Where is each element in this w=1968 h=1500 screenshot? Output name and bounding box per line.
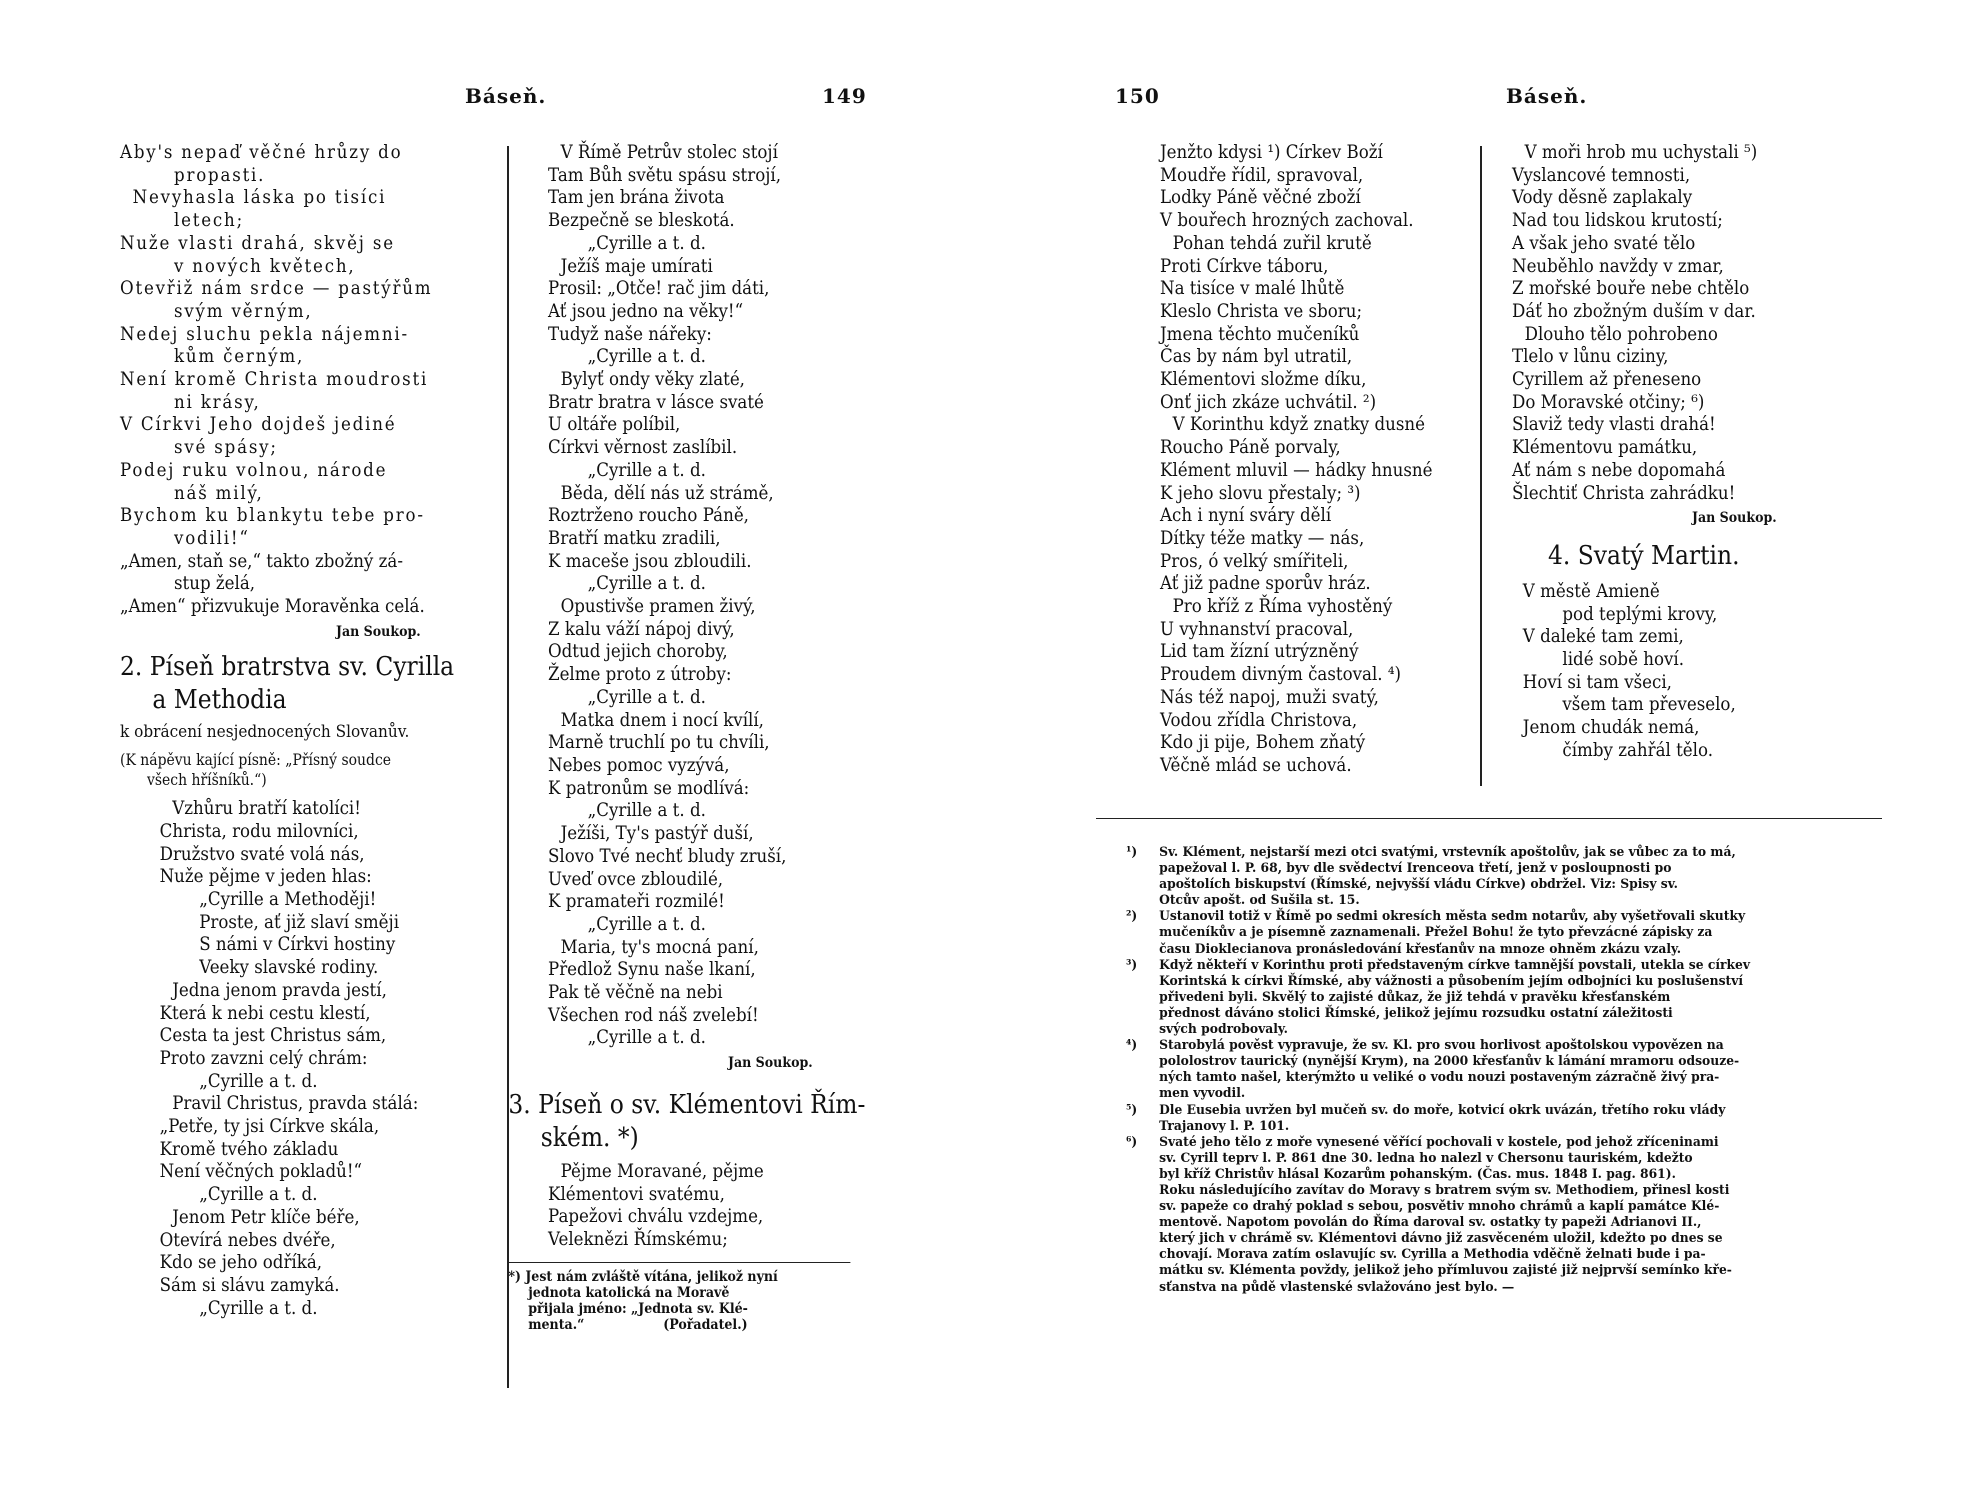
verse-line: Veeky slavské rodiny. xyxy=(199,957,379,979)
signature: Jan Soukop. xyxy=(336,623,421,640)
verse-line: Čas by nám byl utratil, xyxy=(1160,346,1353,368)
footnote-number: ⁶) xyxy=(1126,1133,1138,1150)
verse-line: své spásy; xyxy=(174,437,278,459)
poem3-continuation xyxy=(1512,142,1818,505)
verse-line: Onť jich zkáze uchvátil. ²) xyxy=(1160,391,1377,413)
footnote-line: *) Jest nám zvláště vítána, jelikož nyní xyxy=(508,1268,778,1285)
left-column-1 xyxy=(120,142,498,1320)
verse-line: „Cyrille a t. d. xyxy=(587,1027,706,1049)
right-page-number: 150 xyxy=(1115,84,1160,108)
verse-line: Kdo ji pije, Bohem zňatý xyxy=(1160,732,1366,754)
verse-line: K patronům se modlívá: xyxy=(548,777,750,799)
verse-line: „Cyrille a Methoději! xyxy=(199,888,377,910)
footnote-item xyxy=(1126,1134,1844,1295)
footnote-rule xyxy=(508,1262,850,1263)
verse-line: Dáť ho zbožným duším v dar. xyxy=(1512,300,1756,322)
poem2 xyxy=(120,798,498,1320)
left-running-header: Báseň. xyxy=(465,84,547,108)
verse-line: „Cyrille a t. d. xyxy=(587,346,706,368)
verse-line: Roztrženo roucho Páně, xyxy=(548,505,749,527)
verse-line: Pak tě věčně na nebi xyxy=(548,982,723,1004)
verse-line: Hoví si tam všeci, xyxy=(1522,671,1672,693)
verse-line: Běda, dělí nás už strámě, xyxy=(560,482,774,504)
verse-line: Klément mluvil — hádky hnusné xyxy=(1160,459,1433,481)
verse-line: V městě Amieně xyxy=(1522,580,1660,602)
verse-line: Slovo Tvé nechť bludy zruší, xyxy=(548,845,787,867)
verse-line: Bratr bratra v lásce svaté xyxy=(548,391,764,413)
verse-line: Uveď ovce zbloudilé, xyxy=(548,868,724,890)
footnote-line: svých podrobovaly. xyxy=(1159,1021,1288,1038)
verse-line: Želme proto z útroby: xyxy=(548,664,732,686)
verse-line: Šlechtiť Christa zahrádku! xyxy=(1512,482,1736,504)
verse-line: všem tam převeselo, xyxy=(1562,694,1736,716)
verse-line: Všechen rod náš zvelebí! xyxy=(548,1004,759,1026)
footnote-line: sv. papeže co drahý poklad s sebou, posvětiv mnoho chrámů a kaplí památce Klé- xyxy=(1159,1198,1720,1215)
verse-line: U oltáře políbil, xyxy=(548,414,681,436)
verse-line: Ježíši, Ty's pastýř duší, xyxy=(560,823,754,845)
footnote-line: Svaté jeho tělo z moře vynesené věřící pochovali v kostele, pod jehož zříceninami xyxy=(1159,1133,1719,1150)
verse-line: Klémentovi složme díku, xyxy=(1160,369,1367,391)
verse-line: Slaviž tedy vlasti drahá! xyxy=(1512,414,1716,436)
verse-line: Veleknězi Římskému; xyxy=(548,1228,728,1250)
section2-subtitle: k obrácení nesjednocených Slovanův. xyxy=(120,722,410,743)
verse-line: Vyslancové temnosti, xyxy=(1512,164,1691,186)
verse-line: K pramateři rozmilé! xyxy=(548,891,725,913)
verse-line: Nás též napoj, muži svatý, xyxy=(1160,686,1379,708)
verse-line: „Cyrille a t. d. xyxy=(587,686,706,708)
verse-line: Cyrillem až přeneseno xyxy=(1512,369,1702,391)
verse-line: Prosil: „Otče! rač jim dáti, xyxy=(548,278,770,300)
poem2-continuation xyxy=(548,142,890,1050)
verse-line: Proste, ať již slaví směji xyxy=(199,911,400,933)
verse-line: Lodky Páně věčné zboží xyxy=(1160,187,1361,209)
verse-line: Ať nám s nebe dopomahá xyxy=(1512,459,1726,481)
verse-line: Dlouho tělo pohrobeno xyxy=(1524,323,1718,345)
verse-line: Kleslo Christa ve sboru; xyxy=(1160,300,1363,322)
verse-line: Jedna jenom pravda jestí, xyxy=(172,979,387,1001)
footnote-number: ¹) xyxy=(1126,844,1138,860)
verse-line: Vzhůru bratří katolíci! xyxy=(172,798,361,820)
verse-line: Pravil Christus, pravda stálá: xyxy=(172,1093,419,1115)
verse-line: Na tisíce v malé lhůtě xyxy=(1160,278,1345,300)
verse-line: Do Moravské otčiny; ⁶) xyxy=(1512,391,1705,413)
footnote xyxy=(508,1269,890,1333)
left-column-divider xyxy=(507,146,509,1388)
footnote-line: mentově. Napotom povolán do Říma daroval sv. ostatky ty papeži Adrianovi II., xyxy=(1159,1214,1702,1231)
footnote-number: ³) xyxy=(1126,956,1138,973)
verse-line: Z kalu váží nápoj divý, xyxy=(548,618,735,640)
verse-line: Ať jsou jedno na věky!“ xyxy=(548,300,744,322)
verse-line: V daleké tam zemi, xyxy=(1522,626,1684,648)
verse-line: náš milý, xyxy=(174,482,264,504)
verse-line: Tam jen brána života xyxy=(548,187,725,209)
footnote-item xyxy=(1126,1037,1844,1101)
verse-line: vodili!“ xyxy=(174,527,250,549)
section2-note-line1: (K nápěvu kající písně: „Přísný soudce xyxy=(120,751,392,770)
verse-line: Předlož Synu naše lkaní, xyxy=(548,959,756,981)
footnote-line: času Dioklecianova pronásledování křesťanův na mnoze ohněm zkázu vzaly. xyxy=(1159,940,1682,957)
verse-line: Pohan tehdá zuřil krutě xyxy=(1172,232,1372,254)
verse-line: Proto zavzni celý chrám: xyxy=(159,1047,368,1069)
verse-line: Vodou zřídla Christova, xyxy=(1160,709,1358,731)
verse-line: Jenžto kdysi ¹) Církev Boží xyxy=(1160,142,1383,163)
verse-line: Matka dnem i nocí kvílí, xyxy=(560,709,764,731)
section3-title-line2: ském. *) xyxy=(540,1122,639,1153)
verse-line: Není kromě Christa moudrosti xyxy=(120,369,429,391)
verse-line: Ježíš maje umírati xyxy=(560,255,713,277)
verse-line: V Římě Petrův stolec stojí xyxy=(560,142,778,163)
verse-line: Z mořské bouře nebe chtělo xyxy=(1512,278,1750,300)
verse-line: Bychom ku blankytu tebe pro- xyxy=(120,505,425,527)
verse-line: Lid tam žízní utrýzněný xyxy=(1160,641,1359,663)
footnote-line: Korintská k církvi Římské, aby vážnosti a působením jejím odbojníci ku poslušenství xyxy=(1159,972,1744,989)
section2-note-line2: všech hříšníků.“) xyxy=(147,771,267,790)
verse-line: „Cyrille a t. d. xyxy=(199,1297,318,1319)
left-column-2 xyxy=(508,142,890,1333)
verse-line: Ach i nyní sváry dělí xyxy=(1160,505,1332,527)
verse-line: Bezpečně se bleskotá. xyxy=(548,210,735,232)
verse-line: „Cyrille a t. d. xyxy=(199,1184,318,1206)
verse-line: Věčně mlád se uchová. xyxy=(1160,754,1352,776)
footnote-line: Když někteří v Korinthu proti představeným církve tamnější povstali, utekla se církev xyxy=(1159,956,1751,973)
footnote-line: sťanstva na půdě vlastenské svlažováno jest bylo. — xyxy=(1159,1278,1515,1295)
footnote-item xyxy=(1126,844,1844,908)
poem4 xyxy=(1512,581,1818,763)
section4-title: 4. Svatý Martin. xyxy=(1548,540,1740,571)
poem1-continuation xyxy=(120,142,498,619)
verse-line: Otevírá nebes dvéře, xyxy=(159,1229,336,1251)
verse-line: Sám si slávu zamyká. xyxy=(159,1274,340,1296)
footnote-line: mučeníkův a je písemně zaznamenali. Přežel Bohu! že tyto převzácné zápisky za xyxy=(1159,924,1713,941)
verse-line: Nevyhasla láska po tisíci xyxy=(132,187,387,209)
right-column-1 xyxy=(1160,142,1484,778)
verse-line: Aby's nepaď věčné hrůzy do xyxy=(120,142,403,163)
verse-line: Odtud jejich choroby, xyxy=(548,641,728,663)
verse-line: Cesta ta jest Christus sám, xyxy=(159,1025,387,1047)
verse-line: Tam Bůh světu spásu strojí, xyxy=(548,164,782,186)
verse-line: ni krásy, xyxy=(174,391,261,413)
footnote-item xyxy=(1126,1102,1844,1134)
footnote-line: chovají. Morava zatím oslavujíc sv. Cyrilla a Methodia vděčně želnati bude i pa- xyxy=(1159,1246,1706,1263)
verse-line: Kdo se jeho odříká, xyxy=(159,1252,323,1274)
signature: Jan Soukop. xyxy=(728,1055,813,1072)
footnote-line: apoštolích biskupství (Římské, nejvyšší vládu Církve) obdržel. Viz: Spisy sv. xyxy=(1159,876,1678,893)
footnote-line: papežoval l. P. 68, byv dle svědectví Irenceova třetí, jenž v posloupnosti po xyxy=(1159,860,1672,877)
verse-line: Nebes pomoc vyzývá, xyxy=(548,754,730,776)
verse-line: stup želá, xyxy=(174,573,256,595)
verse-line: Roucho Páně porvaly, xyxy=(1160,437,1341,459)
verse-line: „Cyrille a t. d. xyxy=(587,573,706,595)
footnote-line: mátku sv. Klémenta povždy, jelikož jeho přímluvou zajisté již nejprvší semínko kře- xyxy=(1159,1262,1732,1279)
verse-line: pod teplými krovy, xyxy=(1562,603,1718,625)
verse-line: K jeho slovu přestaly; ³) xyxy=(1160,482,1361,504)
verse-line: Jenom Petr klíče béře, xyxy=(172,1206,360,1228)
verse-line: A však jeho svaté tělo xyxy=(1512,232,1696,254)
verse-line: „Cyrille a t. d. xyxy=(199,1070,318,1092)
left-page-number: 149 xyxy=(822,84,867,108)
verse-line: Není věčných pokladů!“ xyxy=(159,1161,363,1183)
verse-line: lidé sobě hoví. xyxy=(1562,649,1685,671)
verse-line: Nad tou lidskou krutostí; xyxy=(1512,210,1723,232)
signature: Jan Soukop. xyxy=(1692,510,1777,527)
verse-line: „Petře, ty jsi Církve skála, xyxy=(159,1116,380,1138)
footnote-line: Roku následujícího zavítav do Moravy s bratrem svým sv. Methodiem, přinesl kosti xyxy=(1159,1181,1730,1198)
verse-line: Vody děsně zaplakaly xyxy=(1512,187,1693,209)
verse-line: propasti. xyxy=(174,164,266,186)
right-running-header: Báseň. xyxy=(1506,84,1588,108)
footnote-line: přijala jméno: „Jednota sv. Klé- xyxy=(528,1300,748,1317)
section2-title-line1: 2. Píseň bratrstva sv. Cyrilla xyxy=(120,652,455,683)
verse-line: Která k nebi cestu klestí, xyxy=(159,1002,371,1024)
section2-title-line2: a Methodia xyxy=(152,685,287,716)
verse-line: Jenom chudák nemá, xyxy=(1522,717,1700,739)
verse-line: S námi v Církvi hostiny xyxy=(199,934,396,956)
right-column-2 xyxy=(1512,142,1818,763)
verse-line: svým věrným, xyxy=(174,300,313,322)
verse-line: V Korinthu když znatky dusné xyxy=(1172,414,1425,436)
verse-line: Moudře řídil, spravoval, xyxy=(1160,164,1364,186)
verse-line: K maceše jsou zbloudili. xyxy=(548,550,752,572)
verse-line: „Cyrille a t. d. xyxy=(587,913,706,935)
verse-line: Pro kříž z Říma vyhostěný xyxy=(1172,596,1393,618)
footnotes xyxy=(1126,844,1844,1295)
verse-line: „Amen, staň se,“ takto zbožný zá- xyxy=(120,550,403,572)
verse-line: V moři hrob mu uchystali ⁵) xyxy=(1524,142,1758,163)
footnote-line: Trajanovy l. P. 101. xyxy=(1159,1117,1290,1134)
verse-line: Pros, ó velký smířiteli, xyxy=(1160,550,1349,572)
verse-line: Proudem divným častoval. ⁴) xyxy=(1160,664,1402,686)
verse-line: Nuže pějme v jeden hlas: xyxy=(159,866,372,888)
poem3 xyxy=(548,1161,890,1252)
footnote-line: pololostrov taurický (nynější Krym), na 2000 křesťanův k lámání mramoru odsouze- xyxy=(1159,1053,1740,1070)
footnote-item xyxy=(1126,957,1844,1037)
footnote-item xyxy=(1126,908,1844,956)
verse-line: kům černým, xyxy=(174,346,305,368)
verse-line: Nedej sluchu pekla nájemni- xyxy=(120,323,409,345)
verse-line: Jmena těchto mučeníků xyxy=(1160,323,1360,345)
footnote-number: ²) xyxy=(1126,908,1138,925)
verse-line: Klémentovu památku, xyxy=(1512,437,1698,459)
verse-line: U vyhnanství pracoval, xyxy=(1160,618,1354,640)
verse-line: Maria, ty's mocná paní, xyxy=(560,936,759,958)
verse-line: Papežovi chválu vzdejme, xyxy=(548,1206,764,1228)
footnote-number: ⁵) xyxy=(1126,1101,1138,1118)
footnote-line: Dle Eusebia uvržen byl mučeň sv. do moře, kotvicí okrk uvázán, třetího roku vlády xyxy=(1159,1101,1726,1118)
verse-line: Dítky téže matky — nás, xyxy=(1160,527,1365,549)
right-column-divider xyxy=(1480,146,1482,786)
verse-line: Podej ruku volnou, národe xyxy=(120,459,388,481)
verse-line: čímby zahřál tělo. xyxy=(1562,739,1714,761)
footnote-line: jednota katolická na Moravě xyxy=(528,1284,730,1301)
verse-line: Církvi věrnost zaslíbil. xyxy=(548,437,738,459)
footnote-line: přivedeni byli. Skvělý to zajisté důkaz, že již tehdá v pravěku křesťanském xyxy=(1159,988,1671,1005)
verse-line: Ať již padne sporův hráz. xyxy=(1160,573,1371,595)
footnote-line: přednost dáváno stolici Římské, jelikož jejímu rozsudku ostatní záležitosti xyxy=(1159,1004,1673,1021)
footnote-number: ⁴) xyxy=(1126,1037,1138,1054)
verse-line: V bouřech hrozných zachoval. xyxy=(1160,210,1414,232)
verse-line: „Amen“ přizvukuje Moravěnka celá. xyxy=(120,596,425,618)
section3-title-line1: 3. Píseň o sv. Klémentovi Řím- xyxy=(508,1089,866,1120)
footnote-line: byl kříž Christův hlásal Kozarům pohanským. (Čas. mus. 1848 I. pag. 861). xyxy=(1159,1165,1676,1182)
footnote-rule xyxy=(1096,818,1882,819)
verse-line: Proti Církve táboru, xyxy=(1160,255,1329,277)
footnote-line: ných tamto našel, kterýmžto u veliké o vodu nouzi postaveným zázračně živý pra- xyxy=(1159,1069,1720,1086)
verse-line: „Cyrille a t. d. xyxy=(587,800,706,822)
verse-line: v nových květech, xyxy=(174,255,356,277)
verse-line: Tlelo v lůnu ciziny, xyxy=(1512,346,1669,368)
verse-line: Družstvo svaté volá nás, xyxy=(159,843,365,865)
verse-line: Pějme Moravané, pějme xyxy=(560,1160,764,1182)
footnote-line: menta.“ (Pořadatel.) xyxy=(528,1316,748,1333)
verse-line: Opustivše pramen živý, xyxy=(560,596,756,618)
footnote-line: Ustanovil totiž v Římě po sedmi okresích města sedm notarův, aby vyšetřovali skutky xyxy=(1159,908,1746,925)
verse-line: V Církvi Jeho dojdeš jediné xyxy=(120,414,397,436)
footnote-line: sv. Cyrill teprv l. P. 861 dne 30. ledna ho nalezl v Chersonu tauriském, kdežto xyxy=(1159,1149,1693,1166)
verse-line: Bratří matku zradili, xyxy=(548,527,721,549)
verse-line: „Cyrille a t. d. xyxy=(587,459,706,481)
verse-line: Tudyž naše nářeky: xyxy=(548,323,712,345)
footnote-line: Starobylá pověst vypravuje, že sv. Kl. pro svou horlivost apoštolskou vypovězen na xyxy=(1159,1037,1724,1054)
verse-line: Klémentovi svatému, xyxy=(548,1183,725,1205)
verse-line: Christa, rodu milovníci, xyxy=(159,820,359,842)
verse-line: Marně truchlí po tu chvíli, xyxy=(548,732,770,754)
right-page xyxy=(984,0,1968,1500)
verse-line: Bylyť ondy věky zlaté, xyxy=(560,369,745,391)
footnote-line: který jich v chrámě sv. Klémentovi dávno již zasvěceném uložil, kdežto po dnes se xyxy=(1159,1230,1723,1247)
verse-line: Nuže vlasti drahá, skvěj se xyxy=(120,232,395,254)
verse-line: Neuběhlo navždy v zmar, xyxy=(1512,255,1724,277)
footnote-line: Sv. Klément, nejstarší mezi otci svatými, vrstevník apoštolův, jak se vůbec za to má, xyxy=(1159,844,1736,860)
verse-line: „Cyrille a t. d. xyxy=(587,232,706,254)
verse-line: Otevřiž nám srdce — pastýřům xyxy=(120,278,433,300)
footnote-line: Otcův apošt. od Sušila st. 15. xyxy=(1159,892,1360,909)
footnote-line: men vyvodil. xyxy=(1159,1085,1246,1102)
verse-line: Kromě tvého základu xyxy=(159,1138,339,1160)
verse-line: letech; xyxy=(174,210,244,232)
